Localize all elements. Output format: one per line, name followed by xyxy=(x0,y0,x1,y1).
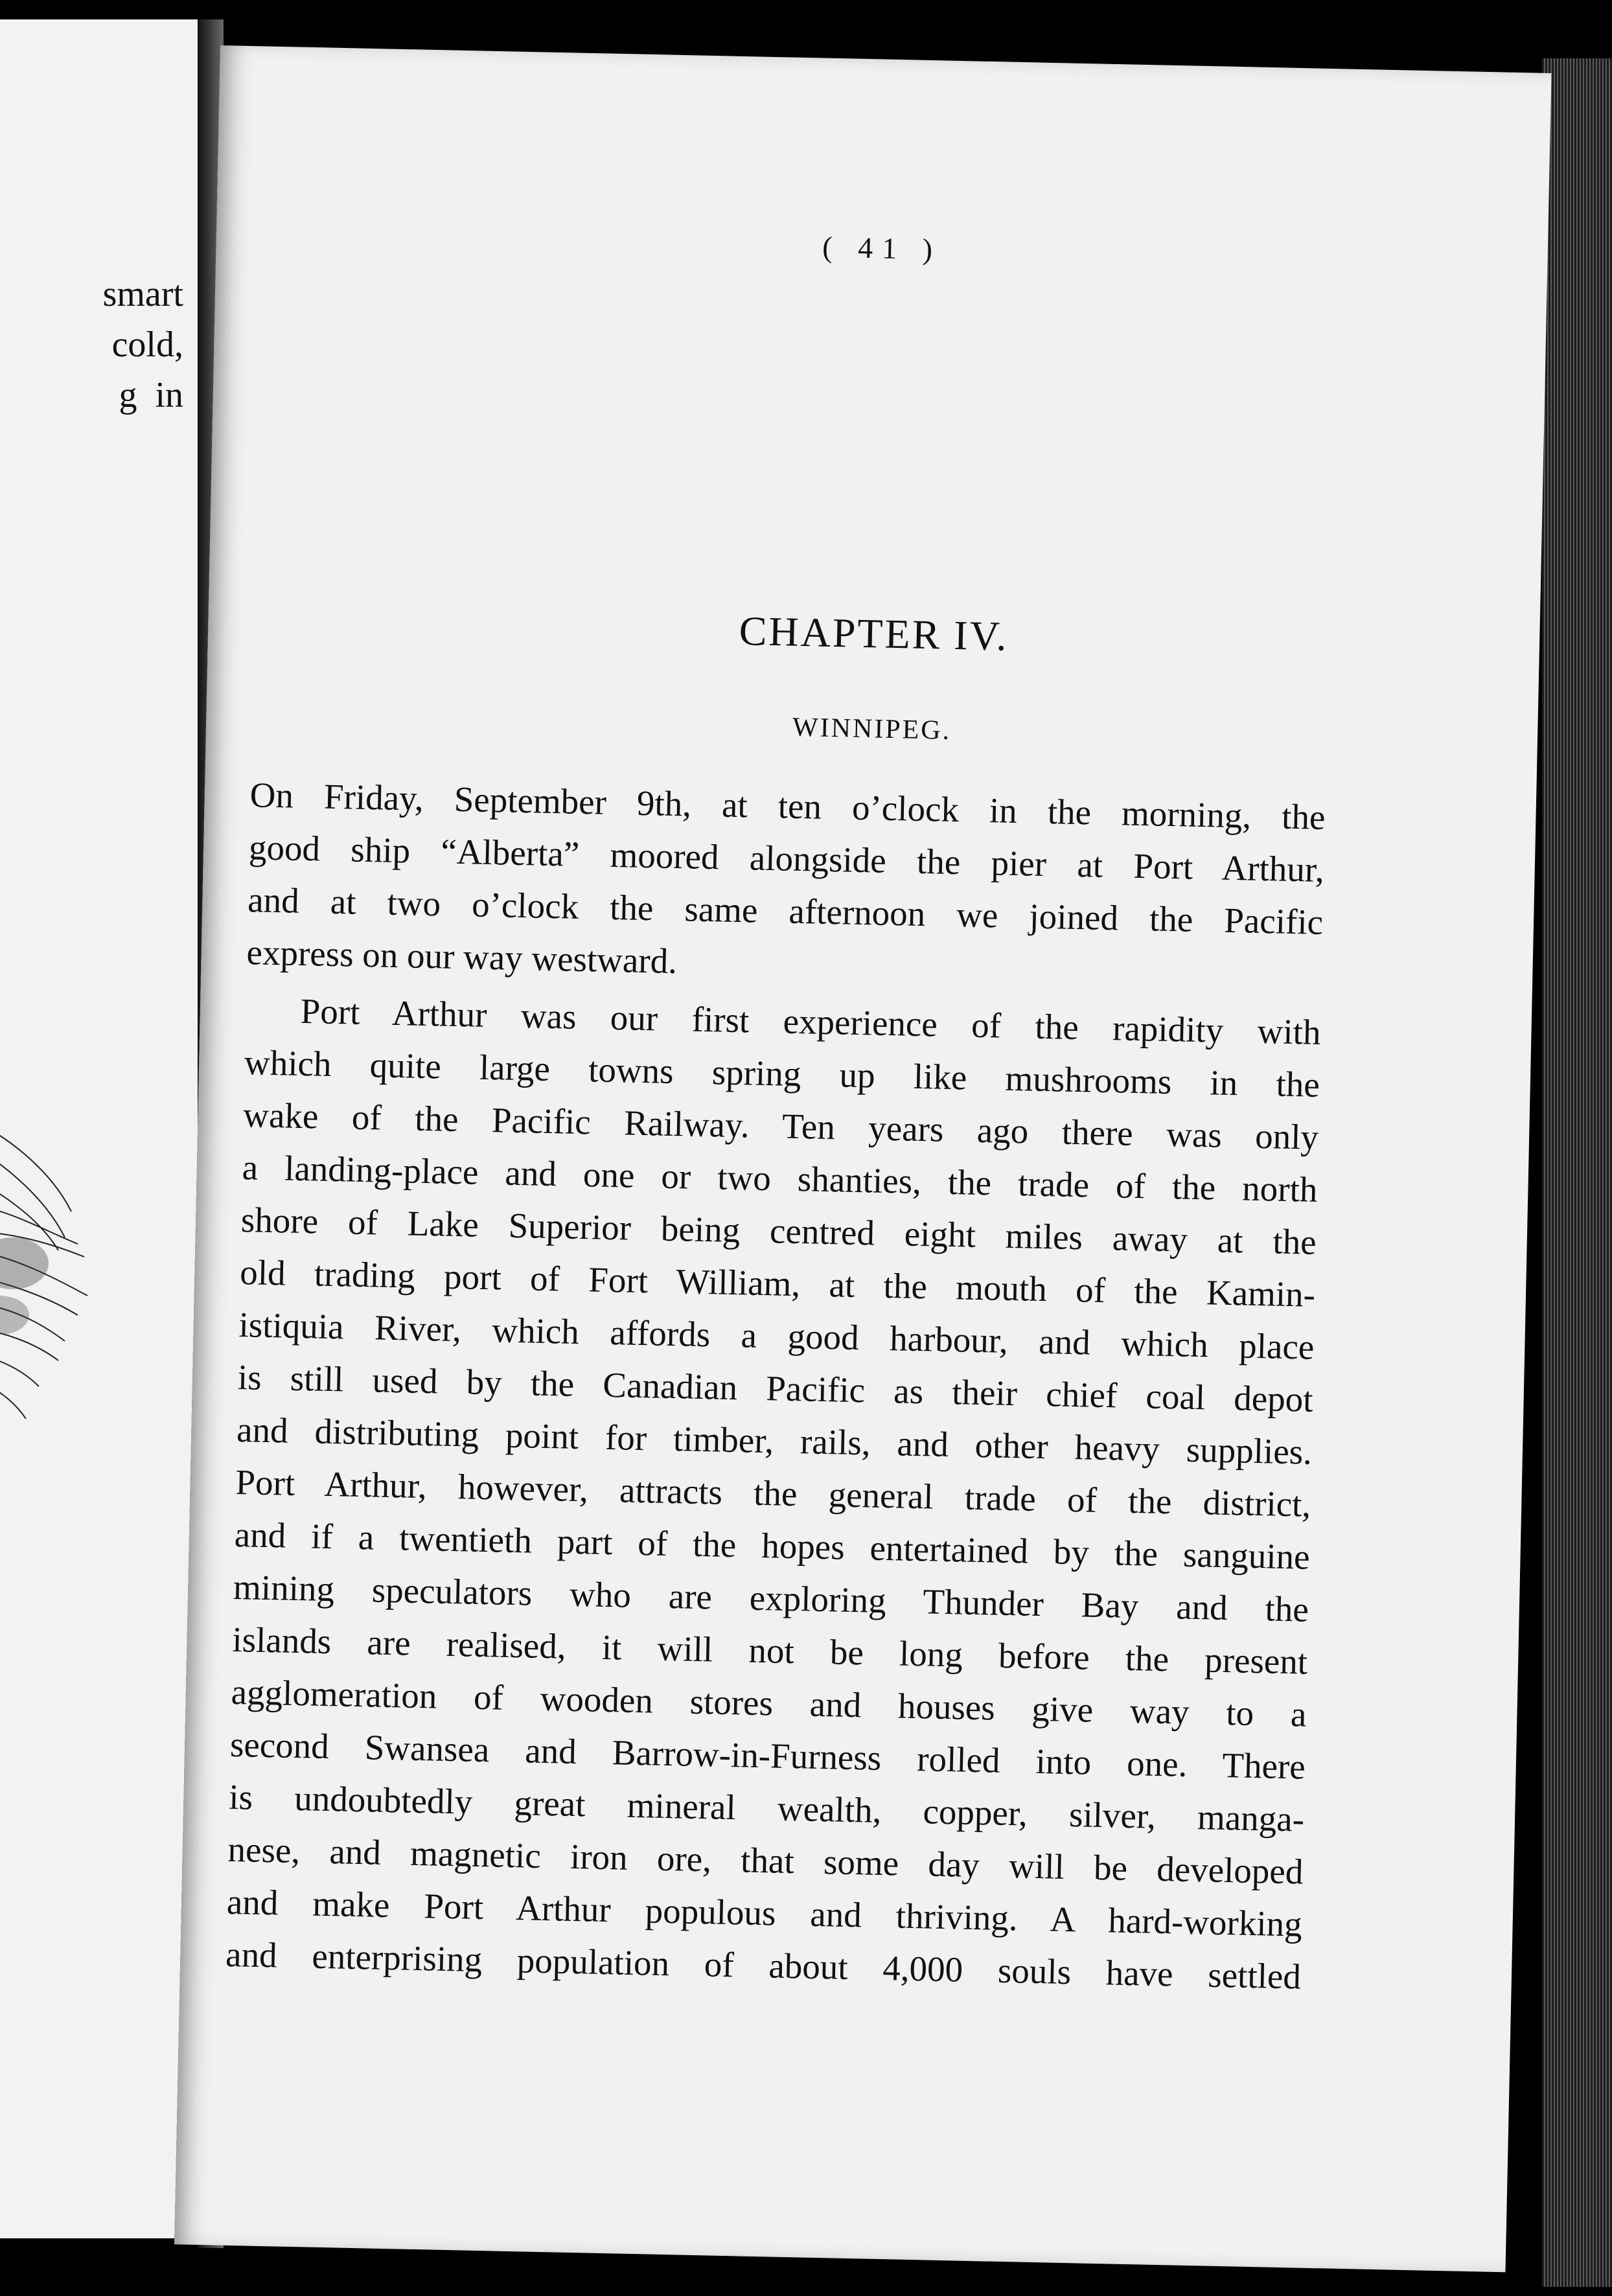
partial-engraving-illustration xyxy=(0,1082,104,1445)
text-line: is still used by the Canadian Pacific as their chief coal depot xyxy=(237,1357,1314,1419)
text-line: and enterprising population of about 4,000 souls have settled xyxy=(225,1934,1302,1997)
text-line: express on our way westward. xyxy=(246,932,678,982)
text-line: Port Arthur, however, attracts the general trade of the district, xyxy=(235,1462,1311,1524)
text-line: mining speculators who are exploring Thunder Bay and the xyxy=(233,1567,1309,1629)
text-line: and make Port Arthur populous and thriving. A hard-working xyxy=(226,1881,1303,1944)
text-line: and at two o’clock the same afternoon we joined the Pacific xyxy=(247,880,1324,942)
text-line: shore of Lake Superior being centred eight miles away at the xyxy=(240,1200,1317,1262)
text-line: On Friday, September 9th, at ten o’clock in the morning, the xyxy=(249,775,1326,837)
paragraph-1 xyxy=(246,768,1326,1001)
book-fore-edge xyxy=(1542,58,1612,2287)
text-line: and if a twentieth part of the hopes entertained by the sanguine xyxy=(234,1514,1311,1577)
text-line: good ship “Alberta” moored alongside the pier at Port Arthur, xyxy=(248,827,1325,890)
left-fragment-3: g in xyxy=(119,375,183,415)
chapter-title: CHAPTER IV. xyxy=(739,607,1009,660)
text-line: istiquia River, which affords a good harbour, and which place xyxy=(238,1305,1315,1367)
left-fragment-2: cold, xyxy=(111,325,183,365)
text-line: is undoubtedly great mineral wealth, copper, silver, manga- xyxy=(228,1776,1305,1839)
left-page-text-fragments xyxy=(103,269,183,420)
text-line: second Swansea and Barrow-in-Furness rolled into one. There xyxy=(229,1724,1306,1787)
text-line: wake of the Pacific Railway. Ten years ago there was only xyxy=(242,1095,1319,1157)
right-page xyxy=(174,45,1552,2272)
text-line: which quite large towns spring up like mushrooms in the xyxy=(244,1042,1320,1105)
text-line: islands are realised, it will not be long before the present xyxy=(231,1619,1308,1682)
page-number: ( 41 ) xyxy=(822,230,942,266)
text-line: and distributing point for timber, rails, and other heavy supplies. xyxy=(236,1410,1313,1472)
text-line: old trading port of Fort William, at the mouth of the Kamin- xyxy=(239,1252,1316,1314)
chapter-body-text xyxy=(225,768,1326,2003)
text-line: agglomeration of wooden stores and houses give way to a xyxy=(231,1671,1307,1734)
left-fragment-1: smart xyxy=(102,274,183,314)
text-line: Port Arthur was our first experience of the rapidity with xyxy=(300,991,1322,1052)
text-line: nese, and magnetic iron ore, that some day will be developed xyxy=(227,1829,1304,1892)
text-line: a landing-place and one or two shanties, the trade of the north xyxy=(242,1147,1318,1210)
chapter-subtitle: WINNIPEG. xyxy=(792,712,952,746)
left-facing-page xyxy=(0,19,207,2238)
paragraph-2 xyxy=(225,983,1321,2003)
